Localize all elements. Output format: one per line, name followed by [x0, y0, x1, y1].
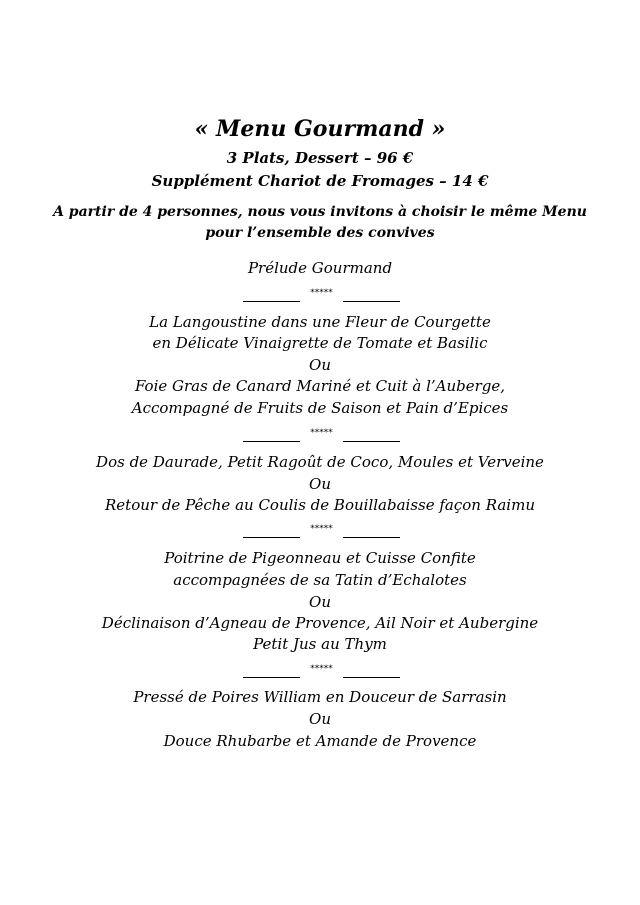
fish-option2: Retour de Pêche au Coulis de Bouillabaisse façon Raimu	[105, 496, 535, 514]
starter-option1-line2: en Délicate Vinaigrette de Tomate et Basilic	[152, 334, 488, 352]
separator-rule-right	[343, 537, 400, 538]
starter-or: Ou	[309, 356, 331, 374]
dessert-option2: Douce Rhubarbe et Amande de Provence	[163, 732, 477, 750]
course-separator	[243, 429, 400, 443]
separator-rule-left	[243, 677, 300, 678]
separator-stars: *****	[310, 288, 333, 298]
meat-option1-line2: accompagnées de sa Tatin d’Echalotes	[173, 571, 467, 589]
prelude-dish: Prélude Gourmand	[247, 259, 393, 277]
starter-option1-line1: La Langoustine dans une Fleur de Courgette	[149, 313, 491, 331]
course-separator	[243, 665, 400, 679]
menu-price: 3 Plats, Dessert – 96 €	[226, 149, 414, 167]
meat-option1-line1: Poitrine de Pigeonneau et Cuisse Confite	[164, 549, 476, 567]
group-note-line2: pour l’ensemble des convives	[205, 225, 435, 241]
separator-rule-left	[243, 301, 300, 302]
dessert-or: Ou	[309, 710, 331, 728]
separator-stars: *****	[310, 428, 333, 438]
fish-option1: Dos de Daurade, Petit Ragoût de Coco, Moules et Verveine	[96, 453, 544, 471]
separator-rule-left	[243, 537, 300, 538]
meat-option2-line1: Déclinaison d’Agneau de Provence, Ail Noir et Aubergine	[101, 614, 539, 632]
course-separator	[243, 289, 400, 303]
meat-option2-line2: Petit Jus au Thym	[253, 635, 387, 653]
separator-stars: *****	[310, 664, 333, 674]
separator-rule-right	[343, 441, 400, 442]
separator-rule-left	[243, 441, 300, 442]
cheese-supplement: Supplément Chariot de Fromages – 14 €	[151, 172, 489, 190]
dessert-option1: Pressé de Poires William en Douceur de Sarrasin	[133, 688, 507, 706]
separator-stars: *****	[310, 524, 333, 534]
fish-or: Ou	[309, 475, 331, 493]
group-note-line1: A partir de 4 personnes, nous vous invitons à choisir le même Menu	[53, 204, 587, 220]
course-separator	[243, 525, 400, 539]
meat-or: Ou	[309, 593, 331, 611]
starter-option2-line2: Accompagné de Fruits de Saison et Pain d’Epices	[131, 399, 509, 417]
starter-option2-line1: Foie Gras de Canard Mariné et Cuit à l’Auberge,	[134, 377, 506, 395]
separator-rule-right	[343, 301, 400, 302]
menu-title: « Menu Gourmand »	[194, 116, 446, 142]
separator-rule-right	[343, 677, 400, 678]
